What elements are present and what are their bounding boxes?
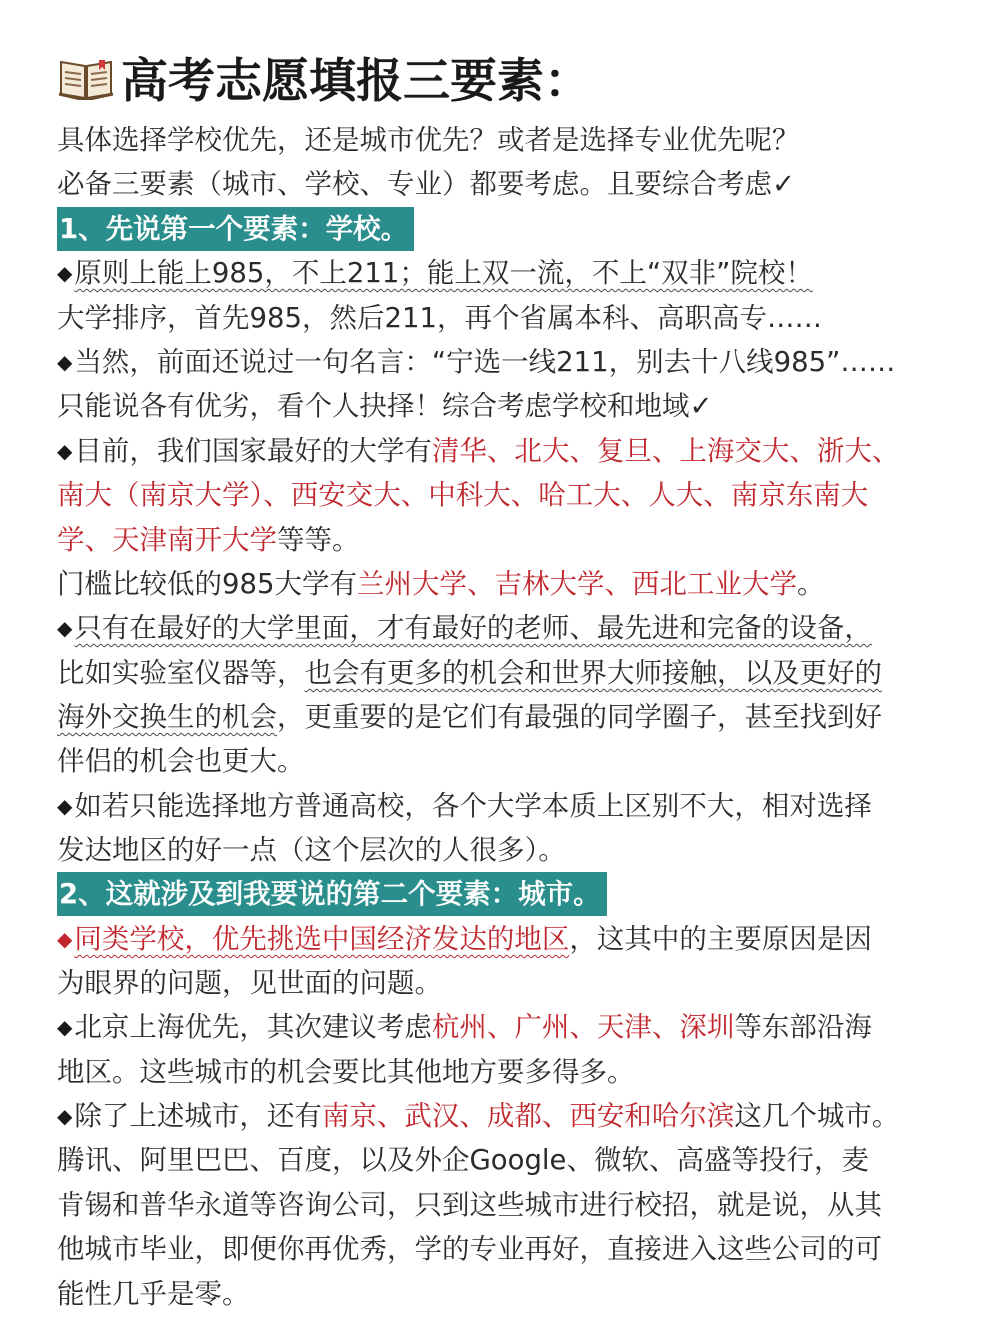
intro-line-2: 必备三要素（城市、学校、专业）都要考虑。且要综合考虑✓: [57, 168, 796, 200]
s2-p1-line2: 为眼界的问题，见世面的问题。: [57, 967, 442, 999]
page-title: [57, 42, 591, 112]
page-title-text: 高考志愿填报三要素：: [121, 53, 591, 109]
s2-p2-prefix: 北京上海优先，其次建议考虑: [74, 1011, 432, 1043]
section1-heading: 1、先说第一个要素：学校。: [57, 207, 414, 251]
diamond-bullet-icon: ◆: [57, 261, 73, 285]
diamond-bullet-icon: ◆: [57, 1015, 73, 1039]
s1-p3-line3: [57, 518, 360, 562]
s1-p3-line4: [57, 562, 825, 606]
open-book-icon: [57, 54, 115, 100]
s1-p3-prefix: 目前，我们国家最好的大学有: [74, 435, 432, 467]
s1-p2-text: 当然，前面还说过一句名言：“宁选一线211，别去十八线985”……: [74, 346, 896, 378]
s1-p1-line1: [57, 251, 813, 295]
s2-p2-line2: 地区。这些城市的机会要比其他地方要多得多。: [57, 1056, 635, 1088]
s1-p2-line2: 只能说各有优劣，看个人抉择！综合考虑学校和地域✓: [57, 390, 713, 422]
s1-p3-suffix3: 等等。: [277, 524, 360, 556]
s1-p4-line4: 伴侣的机会也更大。: [57, 745, 305, 777]
s1-p4-line3-plain: ，更重要的是它们有最强的同学圈子，甚至找到好: [277, 701, 882, 733]
s1-p4-line2-plain: 比如实验室仪器等，: [57, 657, 305, 689]
s1-p5-text: 如若只能选择地方普通高校，各个大学本质上区别不大，相对选择: [74, 790, 872, 822]
s1-p3-line2: 南大（南京大学）、西安交大、中科大、哈工大、人大、南京东南大: [57, 479, 869, 511]
s1-p2-line1: [57, 340, 895, 384]
s2-p3-line2: 腾讯、阿里巴巴、百度，以及外企Google、微软、高盛等投行，麦: [57, 1144, 869, 1176]
diamond-bullet-icon: ◆: [57, 439, 73, 463]
s1-p3-line4-suffix: 。: [797, 568, 825, 600]
s1-p4-line2: [57, 651, 882, 695]
s2-p3-line3: 肯锡和普华永道等咨询公司，只到这些城市进行校招，就是说，从其: [57, 1189, 882, 1221]
s2-p3-prefix: 除了上述城市，还有: [74, 1100, 322, 1132]
s2-p2-suffix: 等东部沿海: [734, 1011, 872, 1043]
s2-p3-line1: [57, 1094, 899, 1138]
s1-p4-under1: 只有在最好的大学里面，才有最好的老师、最先进和完备的设备，: [74, 612, 872, 644]
diamond-bullet-icon: ◆: [57, 1104, 73, 1128]
s1-p3-red3: 学、天津南开大学: [57, 524, 277, 556]
diamond-bullet-icon: ◆: [57, 616, 73, 640]
s1-p5-line2: 发达地区的好一点（这个层次的人很多）。: [57, 834, 566, 866]
s2-p1-rest: ，这其中的主要原因是因: [569, 923, 872, 955]
s2-p3-red: 南京、武汉、成都、西安和哈尔滨: [321, 1100, 735, 1132]
s1-p3-red1: 清华、北大、复旦、上海交大、浙大、: [431, 435, 900, 467]
s1-p4-line1: [57, 606, 872, 650]
s1-p5-line1: [57, 784, 872, 828]
s2-p2-line1: [57, 1005, 872, 1049]
s1-p3-line1: [57, 429, 899, 473]
s1-p3-line4-red: 兰州大学、吉林大学、西北工业大学: [357, 568, 797, 600]
s2-p1-line1: [57, 917, 872, 961]
s2-p3-line4: 他城市毕业，即便你再优秀，学的专业再好，直接进入这些公司的可: [57, 1233, 882, 1265]
section2-heading: 2、这就涉及到我要说的第二个要素：城市。: [57, 872, 607, 916]
s2-p2-red: 杭州、广州、天津、深圳: [431, 1011, 735, 1043]
s1-p4-line3-under: 海外交换生的机会: [57, 701, 277, 733]
s1-p1-underlined: 原则上能上985，不上211；能上双一流，不上“双非”院校！: [74, 257, 813, 289]
s1-p4-line3: [57, 695, 882, 739]
s1-p3-line4-prefix: 门槛比较低的985大学有: [57, 568, 357, 600]
red-diamond-bullet-icon: ◆: [57, 927, 73, 951]
s2-p1-red-under: 同类学校，优先挑选中国经济发达的地区: [74, 923, 570, 955]
s2-p3-suffix: 这几个城市。: [734, 1100, 900, 1132]
s1-p1-line2: 大学排序，首先985，然后211，再个省属本科、高职高专……: [57, 302, 822, 334]
s2-p3-line5: 能性几乎是零。: [57, 1278, 250, 1310]
intro-line-1: 具体选择学校优先，还是城市优先？或者是选择专业优先呢？: [57, 124, 800, 156]
s1-p4-line2-under: 也会有更多的机会和世界大师接触，以及更好的: [304, 657, 882, 689]
diamond-bullet-icon: ◆: [57, 350, 73, 374]
diamond-bullet-icon: ◆: [57, 794, 73, 818]
